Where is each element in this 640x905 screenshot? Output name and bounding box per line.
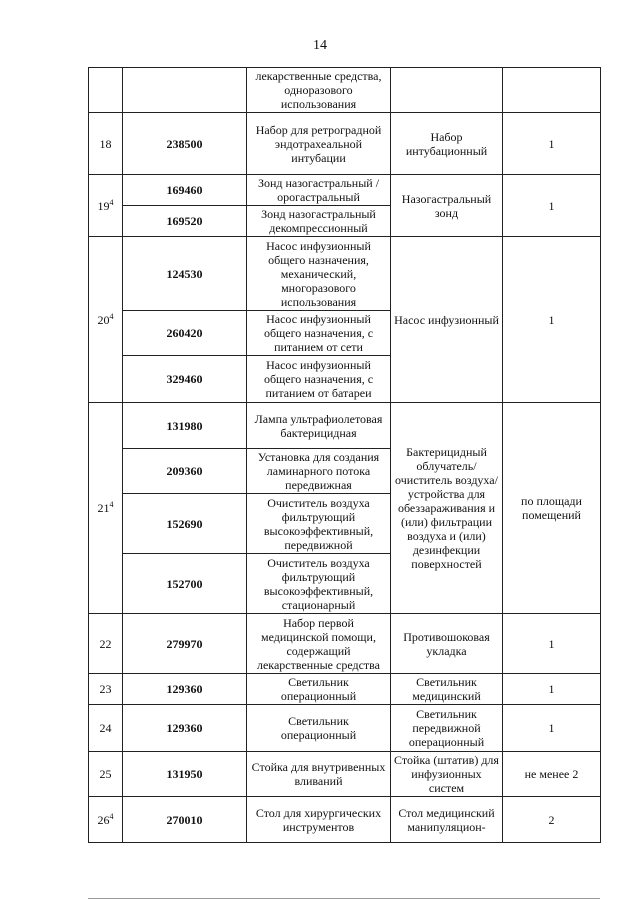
code-cell: 131980: [123, 403, 247, 449]
quantity-cell: не менее 2: [503, 752, 601, 797]
item-name-cell: Зонд назогастральный декомпрессионный: [247, 206, 391, 237]
row-number: 19: [97, 198, 110, 213]
row-number-cell: 24: [89, 705, 123, 752]
code-cell: 131950: [123, 752, 247, 797]
row-number-cell: 23: [89, 674, 123, 705]
quantity-cell: 1: [503, 113, 601, 175]
code-cell: 329460: [123, 356, 247, 403]
row-number-cell: [89, 237, 123, 403]
page-bottom-rule: [88, 898, 600, 899]
quantity-cell: 1: [503, 614, 601, 674]
code-cell: 279970: [123, 614, 247, 674]
item-name-cell: лекарственные средства, одноразового использования: [247, 68, 391, 113]
type-cell: Насос инфузионный: [391, 237, 503, 403]
quantity-cell: 2: [503, 797, 601, 843]
row-number-cell: [89, 797, 123, 843]
footnote-marker: 4: [109, 811, 114, 821]
item-name-cell: Очиститель воздуха фильтрующий высокоэффективный, передвижной: [247, 494, 391, 554]
code-cell: 129360: [123, 674, 247, 705]
code-cell: 270010: [123, 797, 247, 843]
item-name-cell: Зонд назогастральный /орогастральный: [247, 175, 391, 206]
code-cell: 152700: [123, 554, 247, 614]
quantity-cell: 1: [503, 674, 601, 705]
row-number-cell: 18: [89, 113, 123, 175]
code-cell: 124530: [123, 237, 247, 311]
type-cell: Противошоковая укладка: [391, 614, 503, 674]
item-name-cell: Светильник операционный: [247, 674, 391, 705]
table-row: [89, 705, 601, 752]
row-number: 26: [97, 812, 110, 827]
item-name-cell: Стол для хирургических инструментов: [247, 797, 391, 843]
item-name-cell: Набор для ретроградной эндотрахеальной интубации: [247, 113, 391, 175]
row-number: 21: [97, 501, 110, 515]
code-cell: [123, 68, 247, 113]
type-cell: Стойка (штатив) для инфузионных систем: [391, 752, 503, 797]
row-number-cell: 22: [89, 614, 123, 674]
code-cell: 152690: [123, 494, 247, 554]
row-number-cell: 25: [89, 752, 123, 797]
code-cell: 129360: [123, 705, 247, 752]
type-cell: Бактерицидный облучатель/ очиститель воздуха/ устройства для обеззараживания и (или) фильтрации воздуха и (или) дезинфекции поверхностей: [391, 403, 503, 614]
type-cell: [391, 68, 503, 113]
type-cell: Назогастральный зонд: [391, 175, 503, 237]
quantity-cell: 1: [503, 705, 601, 752]
table-row: [89, 237, 601, 311]
item-name-cell: Очиститель воздуха фильтрующий высокоэффективный, стационарный: [247, 554, 391, 614]
table-row: [89, 797, 601, 843]
code-cell: 238500: [123, 113, 247, 175]
quantity-cell: 1: [503, 237, 601, 403]
code-cell: 260420: [123, 311, 247, 356]
item-name-cell: Насос инфузионный общего назначения, с питанием от батареи: [247, 356, 391, 403]
item-name-cell: Стойка для внутривенных вливаний: [247, 752, 391, 797]
row-number-cell: [89, 403, 123, 614]
code-cell: 209360: [123, 449, 247, 494]
table-row: [89, 175, 601, 206]
table-row: [89, 68, 601, 113]
item-name-cell: Лампа ультрафиолетовая бактерицидная: [247, 403, 391, 449]
type-cell: Светильник медицинский: [391, 674, 503, 705]
type-cell: Набор интубационный: [391, 113, 503, 175]
quantity-cell: [503, 68, 601, 113]
quantity-cell: 1: [503, 175, 601, 237]
item-name-cell: Насос инфузионный общего назначения, механический, многоразового использования: [247, 237, 391, 311]
item-name-cell: Светильник операционный: [247, 705, 391, 752]
type-cell: Стол медицинский манипуляцион-: [391, 797, 503, 843]
table-row: [89, 614, 601, 674]
row-number: 20: [97, 312, 110, 327]
code-cell: 169460: [123, 175, 247, 206]
footnote-marker: 4: [109, 500, 114, 509]
footnote-marker: 4: [109, 197, 114, 207]
code-cell: 169520: [123, 206, 247, 237]
table-row: [89, 674, 601, 705]
item-name-cell: Набор первой медицинской помощи, содержащий лекарственные средства: [247, 614, 391, 674]
table-row: [89, 113, 601, 175]
equipment-table: [88, 67, 601, 843]
table-row: [89, 403, 601, 449]
type-cell: Светильник передвижной операционный: [391, 705, 503, 752]
row-number-cell: [89, 68, 123, 113]
row-number-cell: [89, 175, 123, 237]
footnote-marker: 4: [109, 311, 114, 321]
item-name-cell: Установка для создания ламинарного потока передвижная: [247, 449, 391, 494]
page-number: 14: [313, 38, 327, 53]
table-row: [89, 752, 601, 797]
item-name-cell: Насос инфузионный общего назначения, с питанием от сети: [247, 311, 391, 356]
quantity-cell: по площади помещений: [503, 403, 601, 614]
